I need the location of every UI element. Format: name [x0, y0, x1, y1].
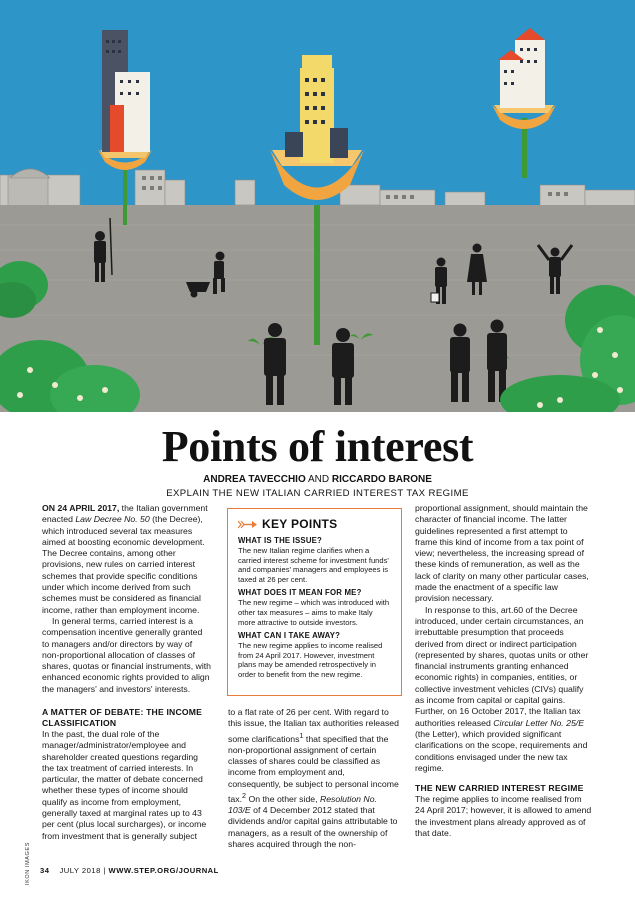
key-answer: The new Italian regime clarifies when a carried interest scheme for investment funds' and companies' managers and employees is taxed at 26 per cent. [238, 546, 389, 584]
article-title: Points of interest [161, 422, 474, 471]
paragraph-financial-income: proportional assignment, should maintain the character of financial income. The latter guidelines represented a first attempt to frame this kind of income from a tax point of view; nevertheless, the increasing spread of these kinds of remuneration, as well as the lack of clarity on many other particular cases, made the enactment of a specific law provision necessary. [415, 503, 589, 604]
author-2: RICCARDO BARONE [331, 474, 432, 485]
art60-text-a: In response to this, art.60 of the Decree introduced, under certain circumstances, an irrebuttable presumption that proceeds derived from direct or indirect participation (represented by shares, quotas units or other financial instruments granting enhanced economic rights) in companies, entities, or collective investment vehicles (CIVs) qualify as income from capital or capital gains. Further, on 16 October 2017, the Italian tax authorities released [415, 604, 589, 728]
hero-illustration [0, 0, 635, 412]
key-question: WHAT DOES IT MEAN FOR ME? [238, 588, 362, 598]
footer-separator: | [100, 866, 109, 875]
key-answer: The new regime – which was introduced with other tax measures – aims to make Italy more attractive to outside investors. [238, 598, 390, 627]
page-footer [40, 866, 219, 875]
resolution-ref: Resolution No. 103/E [228, 793, 377, 816]
paragraph-definition: In general terms, carried interest is a compensation incentive generally granted to managers and/or directors by way of non-proportional allocation of classes of shares, quotas or financial instruments, with enhanced economic rights provided to align the managers' and investors' interests. [42, 615, 212, 694]
section-heading-debate: A MATTER OF DEBATE: THE INCOME CLASSIFICATION [42, 707, 203, 728]
paragraph-new-regime: The regime applies to income realised from 24 April 2017; however, it is allowed to amend the investment plans already approved as of that date. [415, 794, 592, 838]
key-points-box [227, 508, 402, 696]
lead-in: ON 24 APRIL 2017, [42, 503, 120, 513]
key-question: WHAT CAN I TAKE AWAY? [238, 631, 341, 641]
footnote-ref-2: 2 [242, 790, 247, 800]
art60-text-b: (the Letter), which provided significant clarifications on the scope, requirements and conditions envisaged under the new tax regime. [415, 728, 588, 773]
clarifications-text-a: to a flat rate of 26 per cent. With regard to this issue, the Italian tax authorities released some clarifications [228, 707, 399, 744]
intro-text-b: (the Decree), which introduced several tax measures aimed at boosting economic development. The Decree contains, among other provisions, new rules on carried interest schemes that provide specific conditions under which income derived from such schemes must be considered as financial income, rather than employment income. [42, 514, 205, 615]
key-question: WHAT IS THE ISSUE? [238, 536, 323, 545]
clarifications-text-d: of 4 December 2012 stated that dividends and/or capital gains attributable to managers, as a result of the ownership of shares acquired through the non- [228, 805, 398, 850]
column-3-top [415, 503, 592, 774]
intro-text-a: the Italian government enacted [42, 503, 208, 525]
column-1-bottom [42, 707, 211, 842]
key-points-title: KEY POINTS [262, 517, 338, 531]
arrow-right-icon [238, 520, 258, 529]
page-number: 34 [40, 866, 50, 875]
column-2-bottom [228, 707, 400, 850]
hero-illustration-art [0, 0, 635, 412]
column-3-bottom [415, 783, 592, 839]
paragraph-debate: In the past, the dual role of the manager/administrator/employee and shareholder created questions regarding the tax treatment of carried interests. In particular, the matter of debate concerned whether these types of income should qualify as income from employment, generally taxed at marginal rates up to 43 per cent (plus local surcharges), or income from investment that is generally subject [42, 729, 207, 841]
footnote-ref-1: 1 [299, 730, 304, 740]
byline-and: AND [305, 474, 332, 485]
journal-url: WWW.STEP.ORG/JOURNAL [108, 866, 219, 875]
key-answer: The new regime applies to income realised from 24 April 2017. However, investment plans may be amended retrospectively in order to benefit from the new regime. [238, 641, 383, 679]
article-subtitle: EXPLAIN THE NEW ITALIAN CARRIED INTEREST TAX REGIME [166, 488, 469, 499]
issue-date: JULY 2018 [59, 866, 101, 875]
paragraph-clarifications [228, 707, 400, 850]
paragraph-art60 [415, 605, 592, 774]
byline [0, 473, 635, 486]
section-heading-new-regime: THE NEW CARRIED INTEREST REGIME [415, 783, 584, 793]
paragraph-intro [42, 503, 211, 616]
law-decree-ref: Law Decree No. 50 [75, 514, 150, 525]
author-1: ANDREA TAVECCHIO [203, 474, 306, 485]
key-points-header [238, 517, 391, 531]
circular-letter-ref: Circular Letter No. 25/E [493, 717, 585, 728]
clarifications-text-b: that specified that the non-proportional assignment of certain classes of shares could be classified as income from employment and, consequently, be subject to personal income tax. [228, 733, 399, 804]
image-credit: IKON IMAGES [25, 842, 31, 885]
clarifications-text-c: On the other side, [246, 793, 320, 804]
column-1-top [42, 503, 211, 695]
